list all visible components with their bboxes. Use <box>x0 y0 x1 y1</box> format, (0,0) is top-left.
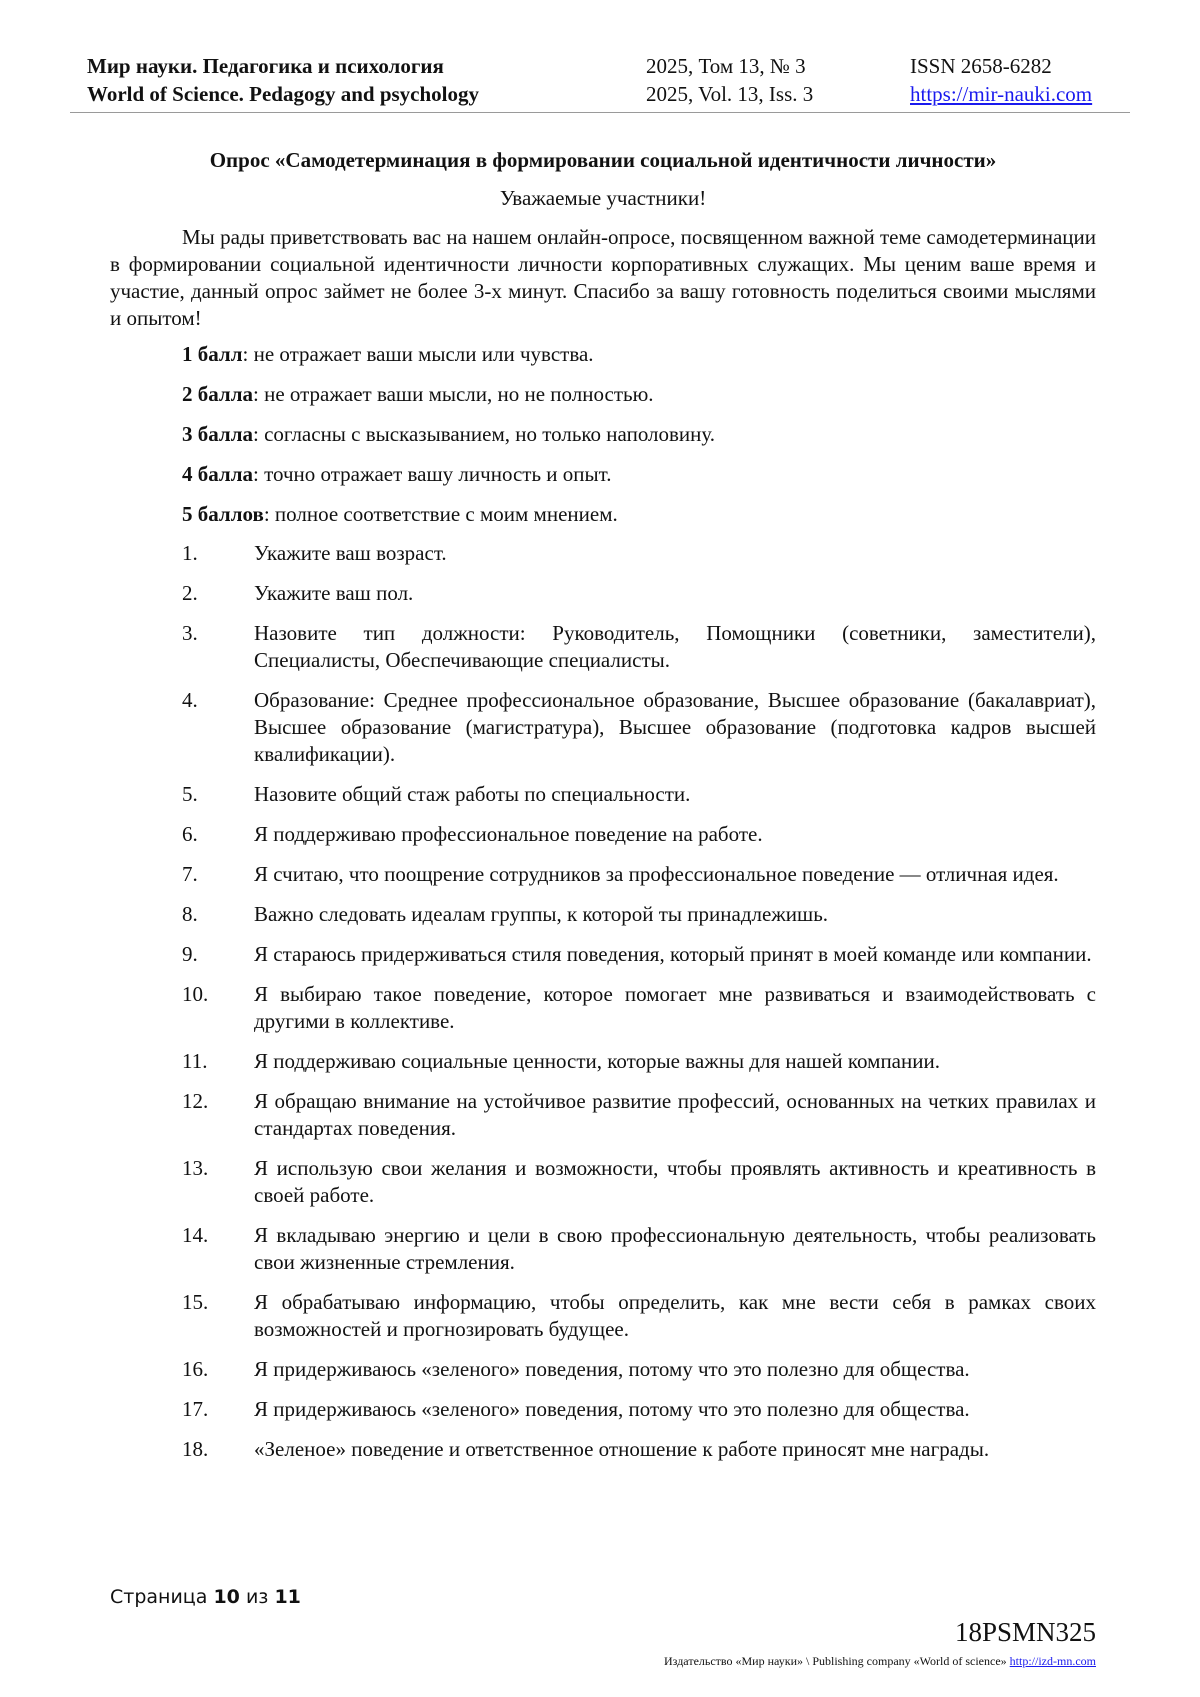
survey-greeting: Уважаемые участники! <box>499 186 707 210</box>
page-total: 11 <box>274 1586 301 1608</box>
question-item <box>182 687 1096 768</box>
scale-item <box>182 340 1096 368</box>
publisher-name: Издательство «Мир науки» \ Publishing company «World of science» <box>664 1654 1007 1668</box>
scale-text: : согласны с высказыванием, но только наполовину. <box>253 422 716 446</box>
scale-text: : не отражает ваши мысли, но не полностью. <box>253 382 654 406</box>
publisher-url-link[interactable]: http://izd-mn.com <box>1009 1654 1096 1668</box>
question-number: 14. <box>182 1223 209 1247</box>
issue-en: 2025, Vol. 13, Iss. 3 <box>646 82 814 106</box>
question-item <box>182 540 1096 567</box>
survey-content <box>110 146 1096 1476</box>
question-number: 15. <box>182 1290 209 1314</box>
question-text: «Зеленое» поведение и ответственное отношение к работе приносят мне награды. <box>254 1437 990 1461</box>
question-item <box>182 1155 1096 1209</box>
question-text: Важно следовать идеалам группы, к которой ты принадлежишь. <box>254 902 829 926</box>
question-number: 7. <box>182 862 198 886</box>
question-text: Я придерживаюсь «зеленого» поведения, потому что это полезно для общества. <box>254 1357 970 1381</box>
question-item <box>182 861 1096 888</box>
question-number: 11. <box>182 1049 208 1073</box>
question-text: Я обращаю внимание на устойчивое развитие профессий, основанных на четких правилах и стандартах поведения. <box>254 1089 1096 1140</box>
page-header <box>70 52 1130 113</box>
question-text: Образование: Среднее профессиональное образование, Высшее образование (бакалавриат), Высшее образование (магистратура), Высшее образование (подготовка кадров высшей квалификации). <box>254 688 1096 766</box>
question-item <box>182 1222 1096 1276</box>
question-text: Я использую свои желания и возможности, чтобы проявлять активность и креативность в своей работе. <box>254 1156 1096 1207</box>
question-number: 12. <box>182 1089 209 1113</box>
scale-label: 2 балла <box>182 382 253 406</box>
question-text: Я обрабатываю информацию, чтобы определить, как мне вести себя в рамках своих возможностей и прогнозировать будущее. <box>254 1290 1096 1341</box>
question-text: Я стараюсь придерживаться стиля поведения, который принят в моей команде или компании. <box>254 942 1092 966</box>
scale-item <box>182 500 1096 528</box>
question-text: Я считаю, что поощрение сотрудников за профессиональное поведение — отличная идея. <box>254 862 1059 886</box>
journal-title-en: World of Science. Pedagogy and psychology <box>87 82 480 106</box>
scale-label: 4 балла <box>182 462 253 486</box>
question-item <box>182 1436 1096 1463</box>
question-text: Назовите тип должности: Руководитель, Помощники (советники, заместители), Специалисты, Обеспечивающие специалисты. <box>254 621 1096 672</box>
question-item <box>182 981 1096 1035</box>
journal-title-block <box>87 52 479 108</box>
journal-title-ru: Мир науки. Педагогика и психология <box>87 54 444 78</box>
question-number: 5. <box>182 782 198 806</box>
scale-text: : не отражает ваши мысли или чувства. <box>242 342 594 366</box>
page-current: 10 <box>213 1586 240 1608</box>
issue-block <box>646 52 813 108</box>
page-word: Страница <box>110 1586 208 1608</box>
question-item <box>182 901 1096 928</box>
journal-url-link[interactable]: https://mir-nauki.com <box>910 82 1093 106</box>
question-number: 3. <box>182 621 198 645</box>
question-number: 13. <box>182 1156 209 1180</box>
question-number: 1. <box>182 541 198 565</box>
question-number: 16. <box>182 1357 209 1381</box>
question-text: Назовите общий стаж работы по специальности. <box>254 782 691 806</box>
question-number: 17. <box>182 1397 209 1421</box>
question-text: Я поддерживаю социальные ценности, которые важны для нашей компании. <box>254 1049 940 1073</box>
question-text: Я выбираю такое поведение, которое помогает мне развиваться и взаимодействовать с другими в коллективе. <box>254 982 1096 1033</box>
question-item <box>182 941 1096 968</box>
question-number: 2. <box>182 581 198 605</box>
rating-scale-list <box>182 340 1096 528</box>
scale-text: : точно отражает вашу личность и опыт. <box>253 462 612 486</box>
question-text: Укажите ваш возраст. <box>254 541 447 565</box>
question-item <box>182 1088 1096 1142</box>
issue-ru: 2025, Том 13, № 3 <box>646 54 806 78</box>
question-item <box>182 580 1096 607</box>
question-number: 18. <box>182 1437 209 1461</box>
article-code: 18PSMN325 <box>954 1617 1096 1647</box>
question-list <box>182 540 1096 1463</box>
question-item <box>182 620 1096 674</box>
question-text: Я вкладываю энергию и цели в свою профессиональную деятельность, чтобы реализовать свои жизненные стремления. <box>254 1223 1096 1274</box>
question-item <box>182 1048 1096 1075</box>
question-text: Я поддерживаю профессиональное поведение на работе. <box>254 822 763 846</box>
question-number: 10. <box>182 982 209 1006</box>
question-item <box>182 821 1096 848</box>
page-counter <box>110 1586 301 1608</box>
question-number: 9. <box>182 942 198 966</box>
question-item <box>182 1396 1096 1423</box>
scale-text: : полное соответствие с моим мнением. <box>263 502 618 526</box>
question-item <box>182 1356 1096 1383</box>
survey-intro: Мы рады приветствовать вас на нашем онлайн-опросе, посвященном важной теме самодетерминации в формировании социальной идентичности личности корпоративных служащих. Мы ценим ваше время и участие, данный опрос займет не более 3-х минут. Спасибо за вашу готовность поделиться своими мыслями и опытом! <box>110 225 1096 330</box>
question-item <box>182 781 1096 808</box>
scale-label: 5 баллов <box>182 502 264 526</box>
page-of: из <box>245 1586 269 1608</box>
question-text: Укажите ваш пол. <box>254 581 414 605</box>
issn-block <box>910 52 1092 108</box>
scale-label: 3 балла <box>182 422 253 446</box>
question-number: 4. <box>182 688 198 712</box>
question-text: Я придерживаюсь «зеленого» поведения, потому что это полезно для общества. <box>254 1397 970 1421</box>
scale-item <box>182 380 1096 408</box>
scale-label: 1 балл <box>182 342 243 366</box>
question-number: 8. <box>182 902 198 926</box>
publisher-line <box>664 1654 1096 1669</box>
scale-item <box>182 460 1096 488</box>
question-item <box>182 1289 1096 1343</box>
survey-title: Опрос «Самодетерминация в формировании социальной идентичности личности» <box>209 148 997 172</box>
issn: ISSN 2658-6282 <box>910 54 1052 78</box>
scale-item <box>182 420 1096 448</box>
question-number: 6. <box>182 822 198 846</box>
